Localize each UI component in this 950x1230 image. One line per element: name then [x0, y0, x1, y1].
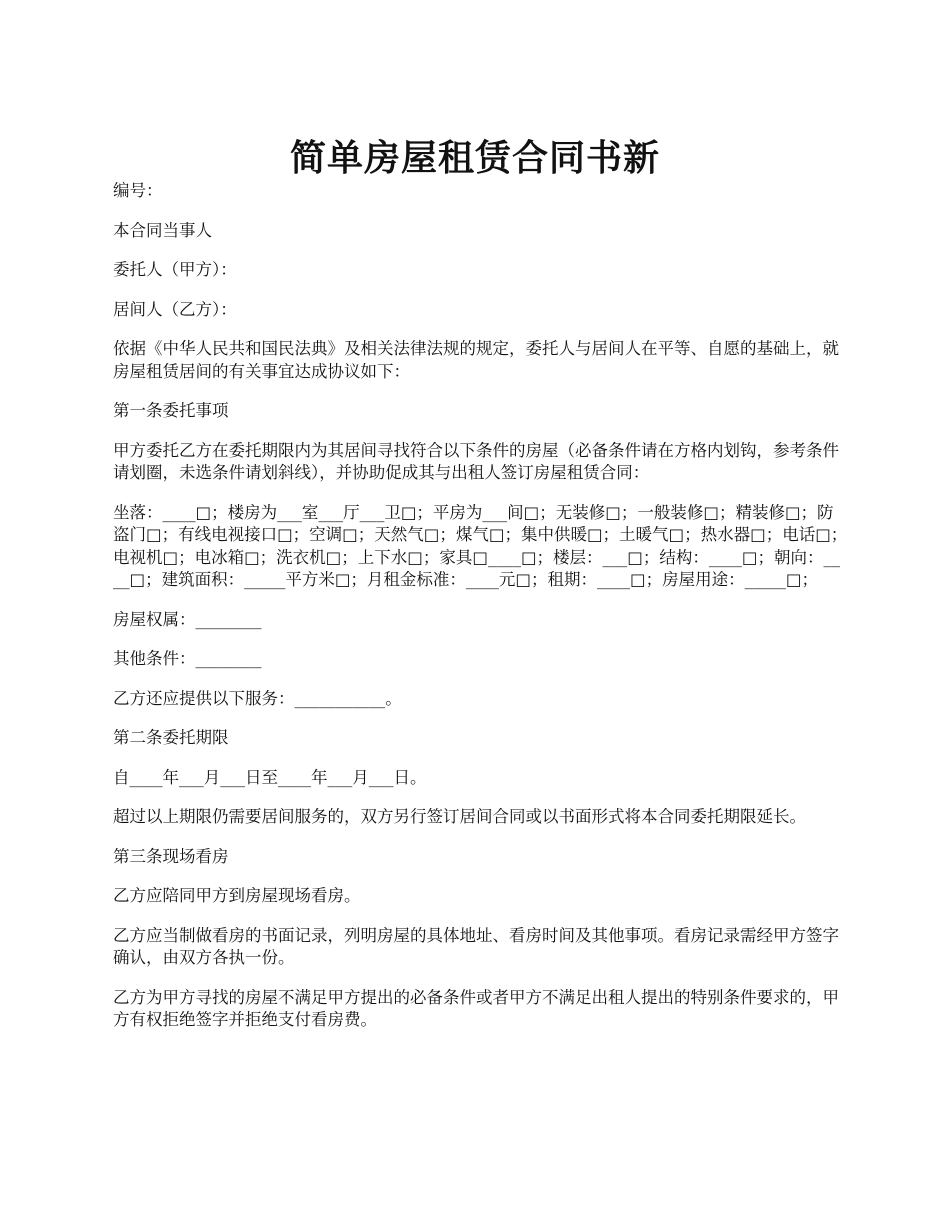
party-a-line: 委托人（甲方）： [113, 260, 237, 279]
article-3-heading: 第三条现场看房 [113, 846, 229, 866]
property-ownership-line: 房屋权属：________ [113, 609, 262, 629]
other-conditions-line: 其他条件：________ [113, 649, 262, 668]
parties-heading: 本合同当事人 [113, 220, 212, 240]
article-1-heading: 第一条委托事项 [113, 401, 229, 420]
article-2-heading: 第二条委托期限 [113, 728, 229, 747]
document-body [113, 180, 848, 1049]
term-dates-line: 自____年___月___日至____年___月___日。 [113, 767, 427, 787]
additional-services-line: 乙方还应提供以下服务：___________。 [113, 688, 402, 708]
property-conditions-paragraph: 坐落：____□；楼房为___室___厅___卫□；平房为___间□；无装修□；一般装修□；精装修□；防盗门□；有线电视接口□；空调□；天然气□；煤气□；集中供暖□；土暖气□；热水器□；电话□；电视机□；电冰箱□；洗衣机□；上下水□；家具□____□；楼层：___□；结构：____□；朝向：____□；建筑面积：_____平方米□；月租金标准：____元□；租期：____□；房屋用途：_____□； [113, 502, 848, 589]
term-extension-paragraph: 超过以上期限仍需要居间服务的，双方另行签订居间合同或以书面形式将本合同委托期限延长。 [113, 807, 806, 826]
viewing-refusal-paragraph: 乙方为甲方寻找的房屋不满足甲方提出的必备条件或者甲方不满足出租人提出的特别条件要求的，甲方有权拒绝签字并拒绝支付看房费。 [113, 987, 839, 1029]
viewing-accompany-paragraph: 乙方应陪同甲方到房屋现场看房。 [113, 886, 361, 905]
article-1-intro: 甲方委托乙方在委托期限内为其居间寻找符合以下条件的房屋（必备条件请在方格内划钩，参考条件请划圈，未选条件请划斜线），并协助促成其与出租人签订房屋租赁合同： [113, 440, 839, 482]
viewing-record-paragraph: 乙方应当制做看房的书面记录，列明房屋的具体地址、看房时间及其他事项。看房记录需经甲方签字确认，由双方各执一份。 [113, 925, 839, 967]
document-title: 简单房屋租赁合同书新 [289, 137, 660, 180]
contract-number-line: 编号： [113, 181, 163, 200]
preamble-paragraph: 依据《中华人民共和国民法典》及相关法律法规的规定，委托人与居间人在平等、自愿的基础上，就房屋租赁居间的有关事宜达成协议如下： [113, 339, 839, 381]
party-b-line: 居间人（乙方）： [113, 299, 237, 319]
